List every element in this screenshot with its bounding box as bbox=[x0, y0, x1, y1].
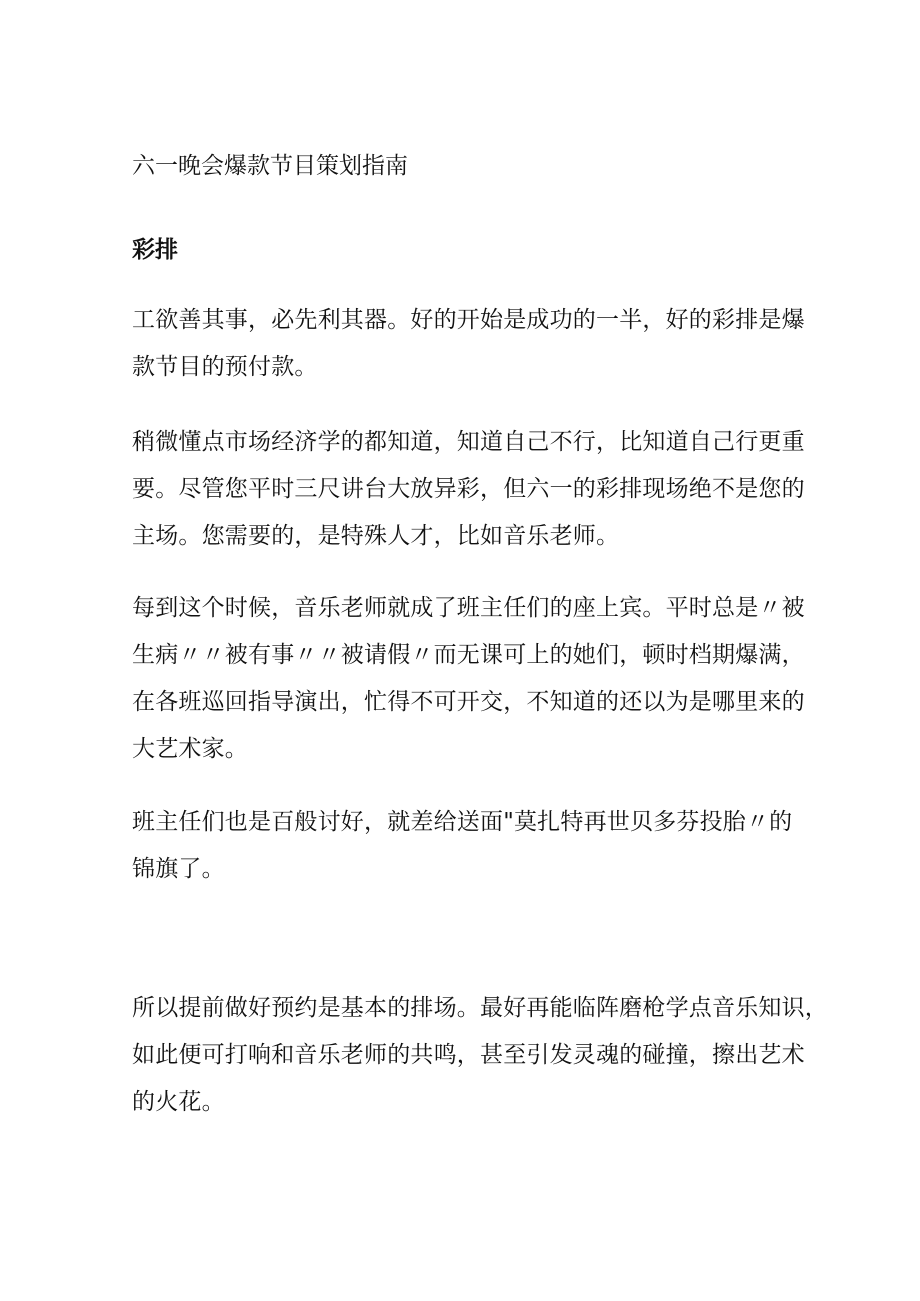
paragraph-line: 款节目的预付款。 bbox=[132, 354, 318, 380]
paragraph-line: 工欲善其事，必先利其器。好的开始是成功的一半，好的彩排是爆 bbox=[132, 307, 805, 333]
paragraph-line: 要。尽管您平时三尺讲台大放异彩，但六一的彩排现场绝不是您的 bbox=[132, 476, 805, 502]
paragraph-line: 所以提前做好预约是基本的排场。最好再能临阵磨枪学点音乐知识， bbox=[132, 995, 828, 1021]
paragraph-line: 班主任们也是百般讨好，就差给送面"莫扎特再世贝多芬投胎〃的 bbox=[132, 809, 793, 835]
paragraph-line: 的火花。 bbox=[132, 1089, 225, 1115]
paragraph-line: 大艺术家。 bbox=[132, 736, 248, 762]
paragraph-line: 主场。您需要的，是特殊人才，比如音乐老师。 bbox=[132, 523, 620, 549]
paragraph bbox=[132, 419, 804, 560]
paragraph-line: 稍微懂点市场经济学的都知道，知道自己不行，比知道自己行更重 bbox=[132, 429, 805, 455]
paragraph bbox=[132, 799, 804, 893]
paragraph-line: 锦旗了。 bbox=[132, 856, 225, 882]
paragraph bbox=[132, 985, 828, 1126]
section-heading-rehearsal: 彩排 bbox=[132, 237, 178, 263]
document-title: 六一晚会爆款节目策划指南 bbox=[132, 153, 408, 179]
paragraph-line: 每到这个时候，音乐老师就成了班主任们的座上宾。平时总是〃被 bbox=[132, 595, 805, 621]
paragraph-line: 生病〃〃被有事〃〃被请假〃而无课可上的她们，顿时档期爆满， bbox=[132, 642, 805, 668]
paragraph bbox=[132, 585, 804, 773]
paragraph-line: 在各班巡回指导演出，忙得不可开交，不知道的还以为是哪里来的 bbox=[132, 689, 805, 715]
paragraph-line: 如此便可打响和音乐老师的共鸣，甚至引发灵魂的碰撞，擦出艺术 bbox=[132, 1042, 805, 1068]
paragraph bbox=[132, 297, 804, 391]
